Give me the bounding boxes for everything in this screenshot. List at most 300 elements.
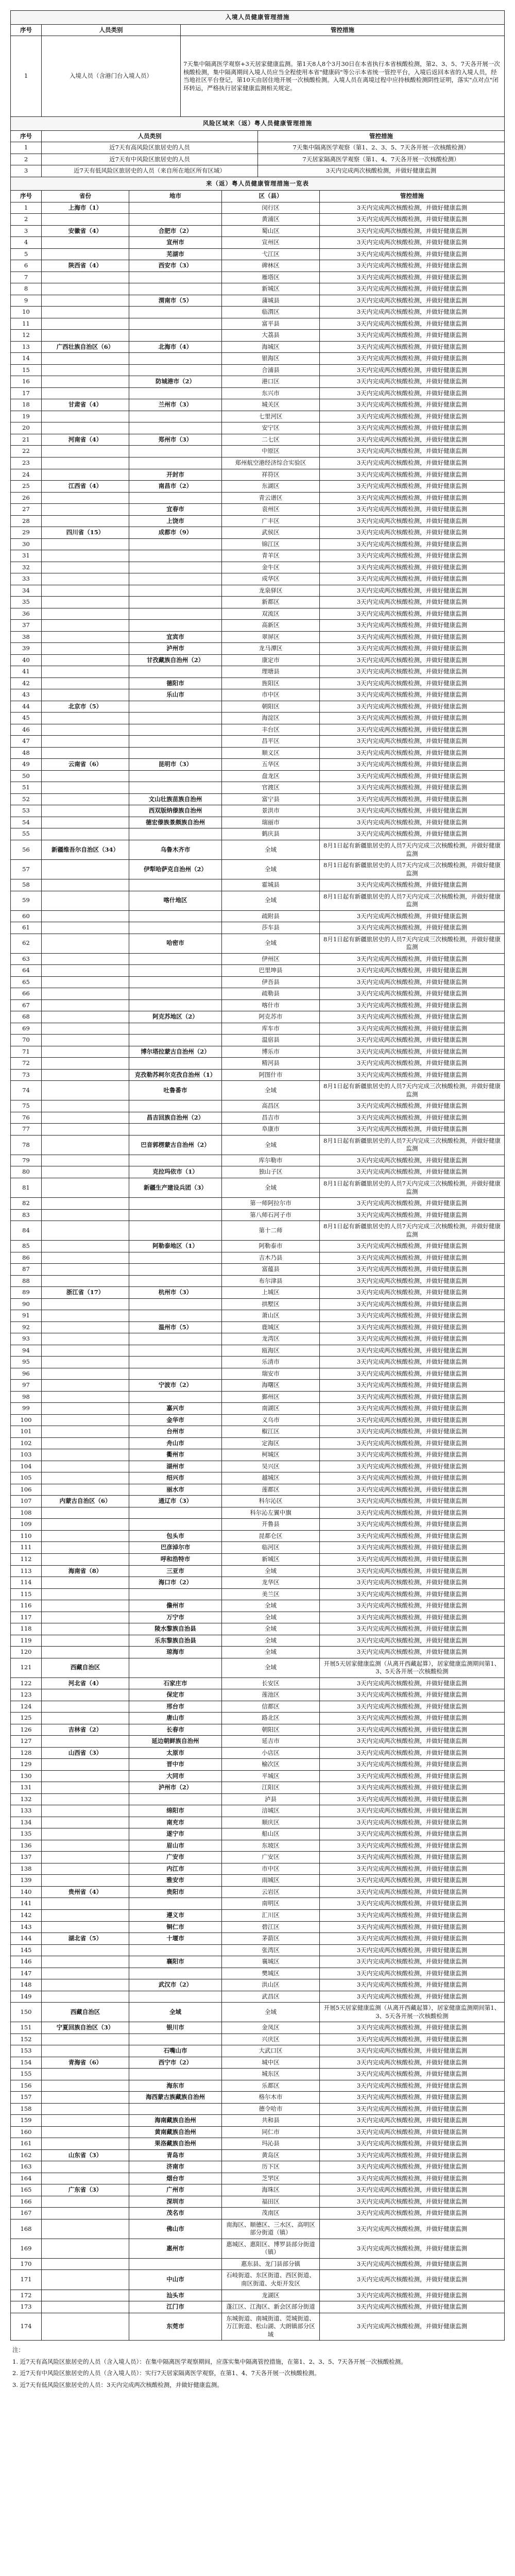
province-cell [42,1298,129,1310]
province-cell [42,422,129,434]
province-cell [42,1991,129,2003]
district-cell: 顺庆区 [222,1817,320,1828]
province-cell [42,504,129,516]
control-measure: 3天内完成两次核酸检测，并做好健康监测 [320,713,505,724]
table-row [11,353,505,365]
row-number: 82 [11,1198,42,1210]
province-cell [42,1805,129,1817]
control-measure: 3天内完成两次核酸检测，并做好健康监测 [320,434,505,446]
section-title: 来（返）粤人员健康管理措施一览表 [11,177,505,191]
city-cell: 西宁市（2） [129,2057,222,2069]
province-cell [42,1380,129,1392]
control-measure: 3天内完成两次核酸检测，并做好健康监测 [320,1333,505,1345]
district-cell: 城东区 [222,2069,320,2080]
table-row [11,817,505,828]
city-cell: 湖州市 [129,1461,222,1472]
table-row [11,922,505,934]
province-cell: 江西省（4） [42,481,129,493]
province-cell [42,1264,129,1276]
district-cell: 越城区 [222,1472,320,1484]
province-cell [42,1426,129,1438]
control-measure: 3天内完成两次核酸检测，并做好健康监测 [320,782,505,794]
control-measure: 3天内完成两次核酸检测，并做好健康监测 [320,1588,505,1600]
table-row [11,1437,505,1449]
row-number: 53 [11,805,42,817]
person-category: 近7天有中风险区旅居史的人员 [42,154,258,165]
district-cell: 莎车县 [222,922,320,934]
city-cell [129,1023,222,1035]
row-number: 132 [11,1793,42,1805]
province-cell [42,828,129,840]
province-cell [42,562,129,573]
city-cell: 金华市 [129,1414,222,1426]
control-measure: 3天内完成两次核酸检测，并做好健康监测 [320,1828,505,1840]
row-number: 167 [11,2208,42,2219]
district-cell: 港口区 [222,376,320,388]
person-category: 入境人员（含港门台入境人员） [42,36,181,117]
row-number: 135 [11,1828,42,1840]
city-cell [129,1155,222,1166]
city-cell: 巴音郭楞蒙古自治州（2） [129,1135,222,1155]
table-row [11,620,505,632]
control-measure: 3天内完成两次核酸检测，并做好健康监测 [320,677,505,689]
province-cell [42,643,129,655]
province-cell [42,988,129,1000]
control-measure: 3天内完成两次核酸检测，并做好健康监测 [320,1647,505,1658]
table-row [11,1793,505,1805]
row-number: 1 [11,36,42,117]
control-measure: 3天内完成两次核酸检测，并做好健康监测 [320,2173,505,2184]
row-number: 113 [11,1565,42,1577]
city-cell [129,1058,222,1070]
city-cell: 万宁市 [129,1612,222,1623]
district-cell: 共和县 [222,2115,320,2127]
table-row [11,1577,505,1589]
control-measure: 3天内完成两次核酸检测，并做好健康监测 [320,1886,505,1898]
control-measure: 3天内完成两次核酸检测，并做好健康监测 [320,2126,505,2138]
control-measure: 3天内完成两次核酸检测，并做好健康监测 [320,1264,505,1276]
district-cell: 泸县 [222,1793,320,1805]
row-number: 3 [11,225,42,237]
control-measure: 3天内完成两次核酸检测，并做好健康监测 [320,1011,505,1023]
control-measure: 3天内完成两次核酸检测，并做好健康监测 [320,1155,505,1166]
row-number: 69 [11,1023,42,1035]
district-cell: 新都区 [222,597,320,608]
province-cell: 山西省（3） [42,1747,129,1759]
city-cell: 阿克苏地区（2） [129,1011,222,1023]
row-number: 140 [11,1886,42,1898]
table-row [11,689,505,701]
district-cell: 全域 [222,1178,320,1197]
control-measure: 3天内完成两次核酸检测，并做好健康监测 [320,1298,505,1310]
row-number: 149 [11,1991,42,2003]
province-cell [42,318,129,330]
table-row [11,1081,505,1100]
province-cell [42,1840,129,1852]
province-cell: 贵州省（4） [42,1886,129,1898]
table-row [11,1840,505,1852]
district-cell: 阿图什市 [222,1069,320,1081]
row-number: 146 [11,1956,42,1968]
row-number: 165 [11,2184,42,2196]
district-cell: 景洪市 [222,805,320,817]
province-cell: 上海市（1） [42,202,129,214]
district-cell: 喀什市 [222,999,320,1011]
table-row [11,860,505,879]
control-measure: 3天内完成两次核酸检测，并做好健康监测 [320,608,505,620]
city-cell: 伊犁哈萨克自治州（2） [129,860,222,879]
city-cell: 德宏傣族景颇族自治州 [129,817,222,828]
row-number: 62 [11,934,42,953]
table-row [11,422,505,434]
table-row [11,1507,505,1519]
row-number: 11 [11,318,42,330]
table-row [11,1449,505,1461]
row-number: 38 [11,631,42,643]
control-measure: 8月1日起有新疆旅居史的人员7天内完成三次核酸检测，并做好健康监测 [320,1178,505,1197]
table-row [11,759,505,771]
city-cell: 合肥市（2） [129,225,222,237]
province-cell [42,860,129,879]
province-cell [42,538,129,550]
district-cell: 二七区 [222,434,320,446]
city-cell [129,953,222,965]
row-number: 100 [11,1414,42,1426]
city-cell [129,724,222,736]
row-number: 139 [11,1875,42,1887]
control-measure: 3天内完成两次核酸检测，并做好健康监测 [320,922,505,934]
table-row [11,643,505,655]
control-measure: 3天内完成两次核酸检测，并做好健康监测 [320,1345,505,1357]
table-row [11,677,505,689]
control-measure: 8月1日起有新疆旅居史的人员7天内完成三次核酸检测，并做好健康监测 [320,934,505,953]
control-measure: 3天内完成两次核酸检测，并做好健康监测 [320,770,505,782]
province-cell [42,1069,129,1081]
city-cell: 昆明市（3） [129,759,222,771]
city-cell [129,736,222,748]
district-cell: 榆次区 [222,1759,320,1771]
province-cell: 广东省（3） [42,2184,129,2196]
row-number: 163 [11,2161,42,2173]
control-measure: 8月1日起有新疆旅居史的人员7天内完成三次核酸检测，并做好健康监测 [320,1081,505,1100]
district-cell: 锦江区 [222,538,320,550]
row-number: 16 [11,376,42,388]
row-number: 143 [11,1921,42,1933]
control-measure: 3天内完成两次核酸检测，并做好健康监测 [320,2045,505,2057]
city-cell [129,330,222,342]
control-measure: 3天内完成两次核酸检测，并做好健康监测 [320,1198,505,1210]
district-cell: 市中区 [222,689,320,701]
district-cell: 精河县 [222,1058,320,1070]
note-item: 1. 近7天有高风险区旅居史的人员（含入境人员）：在集中隔离医学观察期间，应落实集中隔离管控措施，在第1、2、3、5、7天各开展一次核酸检测。 [12,2358,407,2365]
city-cell [129,353,222,365]
district-cell: 碑林区 [222,260,320,272]
table-row [11,1496,505,1507]
province-cell: 青海省（6） [42,2057,129,2069]
city-cell: 宁波市（2） [129,1380,222,1392]
table-row [11,1414,505,1426]
control-measure: 3天内完成两次核酸检测，并做好健康监测 [320,597,505,608]
district-cell: 乐都区 [222,2080,320,2092]
control-measure: 3天内完成两次核酸检测，并做好健康监测 [320,1069,505,1081]
control-measure: 3天内完成两次核酸检测，并做好健康监测 [320,1875,505,1887]
control-measure: 3天内完成两次核酸检测，并做好健康监测 [258,165,505,177]
city-cell: 烟台市 [129,2173,222,2184]
row-number: 153 [11,2045,42,2057]
province-cell [42,1391,129,1403]
table-row [11,1805,505,1817]
district-cell: 瑞丽市 [222,817,320,828]
control-measure: 3天内完成两次核酸检测，并做好健康监测 [320,2258,505,2270]
table-row [11,2208,505,2219]
city-cell [129,1252,222,1264]
district-cell: 信都区 [222,1701,320,1713]
row-number: 164 [11,2173,42,2184]
province-cell [42,1817,129,1828]
district-cell: 义乌市 [222,1414,320,1426]
city-cell [129,1357,222,1368]
city-cell: 济南市 [129,2161,222,2173]
city-cell: 郑州市（3） [129,434,222,446]
district-cell: 博乐市 [222,1046,320,1058]
province-cell [42,387,129,399]
row-number: 137 [11,1852,42,1863]
section-title: 风险区域来（返）粤人员健康管理措施 [11,117,505,131]
province-cell [42,1135,129,1155]
city-cell: 江门市 [129,2301,222,2313]
row-number: 71 [11,1046,42,1058]
city-cell [129,1221,222,1241]
province-cell [42,1736,129,1748]
city-cell: 南昌市（2） [129,481,222,493]
city-cell: 佛山市 [129,2219,222,2239]
table-row [11,1124,505,1136]
control-measure: 7天集中隔离医学观察+3天居家健康监测。第1天8人8个3月30日在本省执行本省核酸检测，第2、3、5、7天各开展一次核酸检测，集中隔离期间入境人员应当全程使用本省"健康码"等公示本省统一管控平台，入境后返回本省的入境人员，经当地社区平台登记，第10天由居住地开展一次核酸检测。入境人员在离境过程中应持核酸检测阴性证明，落实"点对点"闭环转运，严格执行居家健康监测相关规定。 [181,36,505,117]
province-cell [42,654,129,666]
control-measure: 3天内完成两次核酸检测，并做好健康监测 [320,1805,505,1817]
city-cell [129,1310,222,1322]
control-measure: 3天内完成两次核酸检测，并做好健康监测 [320,2208,505,2219]
table-row [11,376,505,388]
province-cell [42,965,129,977]
control-measure: 3天内完成两次核酸检测，并做好健康监测 [320,457,505,469]
province-cell [42,2138,129,2150]
table-row [11,1530,505,1542]
control-measure: 3天内完成两次核酸检测，并做好健康监测 [320,689,505,701]
city-cell: 武汉市（2） [129,1979,222,1991]
city-cell: 遵义市 [129,1909,222,1921]
control-measure: 3天内完成两次核酸检测，并做好健康监测 [320,237,505,249]
city-cell [129,1100,222,1112]
row-number: 59 [11,891,42,910]
control-measure: 3天内完成两次核酸检测，并做好健康监测 [320,1449,505,1461]
table-row [11,330,505,342]
district-cell: 莲都区 [222,1484,320,1496]
province-cell [42,1461,129,1472]
province-cell [42,817,129,828]
district-cell: 全域 [222,1081,320,1100]
province-cell [42,1944,129,1956]
control-measure: 3天内完成两次核酸检测，并做好健康监测 [320,2069,505,2080]
province-cell [42,1449,129,1461]
row-number: 3 [11,165,42,177]
control-measure: 3天内完成两次核酸检测，并做好健康监测 [320,2115,505,2127]
row-number: 101 [11,1426,42,1438]
province-cell [42,608,129,620]
control-measure: 3天内完成两次核酸检测，并做好健康监测 [320,1507,505,1519]
city-cell [129,1898,222,1910]
district-cell: 东兴市 [222,387,320,399]
row-number: 2 [11,214,42,226]
district-cell: 东坡区 [222,1840,320,1852]
province-cell [42,1368,129,1380]
table-row [11,2057,505,2069]
control-measure: 8月1日起有新疆旅居史的人员7天内完成三次核酸检测，并做好健康监测 [320,891,505,910]
district-cell: 宣州区 [222,237,320,249]
control-measure: 7天居家隔离医学观察（第1、4、7天各开展一次核酸检测） [258,154,505,165]
section-title: 入境人员健康管理措施 [11,11,505,25]
district-cell: 张湾区 [222,1944,320,1956]
city-cell [129,307,222,318]
district-cell: 郑州航空港经济综合实验区 [222,457,320,469]
district-cell: 龙湖区 [222,2290,320,2301]
district-cell: 龙泉驿区 [222,585,320,597]
table-row [11,283,505,295]
district-cell: 德令哈市 [222,2103,320,2115]
row-number: 117 [11,1612,42,1623]
city-cell [129,2033,222,2045]
province-cell [42,689,129,701]
city-cell: 茂名市 [129,2208,222,2219]
table-row [11,341,505,353]
province-cell [42,1588,129,1600]
city-cell [129,1588,222,1600]
table-row [11,1155,505,1166]
row-number: 130 [11,1770,42,1782]
city-cell: 甘孜藏族自治州（2） [129,654,222,666]
row-number: 29 [11,527,42,539]
province-cell: 西藏自治区 [42,1658,129,1677]
table-row [11,1875,505,1887]
control-measure: 3天内完成两次核酸检测，并做好健康监测 [320,1713,505,1724]
district-cell: 富蕴县 [222,1264,320,1276]
city-cell: 内江市 [129,1863,222,1875]
province-cell [42,1519,129,1531]
district-cell: 格尔木市 [222,2092,320,2104]
city-cell [129,1333,222,1345]
district-cell: 全域 [222,1623,320,1635]
city-cell [129,922,222,934]
table-row [11,910,505,922]
province-cell [42,747,129,759]
province-cell [42,1414,129,1426]
city-cell [129,2069,222,2080]
control-measure: 3天内完成两次核酸检测，并做好健康监测 [320,724,505,736]
control-measure: 3天内完成两次核酸检测，并做好健康监测 [320,1770,505,1782]
table-row [11,1956,505,1968]
district-cell: 南明区 [222,1898,320,1910]
province-cell [42,1689,129,1701]
city-cell [129,782,222,794]
city-cell [129,1368,222,1380]
district-cell: 城中区 [222,2057,320,2069]
district-cell: 全域 [222,1135,320,1155]
table-row [11,1612,505,1623]
table-row [11,562,505,573]
province-cell [42,1759,129,1771]
city-cell: 上饶市 [129,515,222,527]
control-measure: 3天内完成两次核酸检测，并做好健康监测 [320,515,505,527]
province-cell [42,1484,129,1496]
province-cell [42,2219,129,2239]
table-row [11,214,505,226]
province-cell [42,2196,129,2208]
row-number: 12 [11,330,42,342]
province-cell: 山东省（3） [42,2149,129,2161]
row-number: 105 [11,1472,42,1484]
row-number: 111 [11,1542,42,1554]
city-cell: 昌吉回族自治州（2） [129,1112,222,1124]
province-cell [42,1046,129,1058]
province-cell [42,1956,129,1968]
control-measure: 3天内完成两次核酸检测，并做好健康监测 [320,759,505,771]
row-number: 18 [11,399,42,411]
table-row [11,2196,505,2208]
city-cell: 海口市（2） [129,1577,222,1589]
table-row [11,2184,505,2196]
table-row [11,2301,505,2313]
row-number: 123 [11,1689,42,1701]
table-row [11,988,505,1000]
city-cell: 吐鲁番市 [129,1081,222,1100]
province-cell [42,1345,129,1357]
row-number: 102 [11,1437,42,1449]
row-number: 134 [11,1817,42,1828]
table-row [11,1759,505,1771]
row-number: 96 [11,1368,42,1380]
control-measure: 3天内完成两次核酸检测，并做好健康监测 [320,295,505,307]
row-number: 1 [11,142,42,154]
row-number: 81 [11,1178,42,1197]
district-cell: 全域 [222,840,320,860]
row-number: 54 [11,817,42,828]
city-cell: 海南藏族自治州 [129,2115,222,2127]
control-measure: 7天集中隔离医学观察（第1、2、3、5、7天各开展一次核酸检测） [258,142,505,154]
table-row [11,260,505,272]
row-number: 50 [11,770,42,782]
district-cell: 惠城区、惠阳区、博罗县部分街道（镇） [222,2239,320,2258]
control-measure: 3天内完成两次核酸检测，并做好健康监测 [320,1112,505,1124]
city-cell [129,879,222,891]
table-row [11,36,505,117]
province-cell [42,376,129,388]
control-measure: 3天内完成两次核酸检测，并做好健康监测 [320,817,505,828]
district-cell: 东湖区 [222,481,320,493]
row-number: 95 [11,1357,42,1368]
control-measure: 3天内完成两次核酸检测，并做好健康监测 [320,504,505,516]
table-row [11,469,505,481]
row-number: 142 [11,1909,42,1921]
district-cell: 合浦县 [222,364,320,376]
district-cell: 龙华区 [222,1577,320,1589]
control-measure: 3天内完成两次核酸检测，并做好健康监测 [320,1817,505,1828]
district-cell: 第十二师 [222,1221,320,1241]
district-cell: 路北区 [222,1713,320,1724]
row-number: 83 [11,1209,42,1221]
table-row [11,1403,505,1415]
control-measure: 3天内完成两次核酸检测，并做好健康监测 [320,585,505,597]
province-cell [42,2092,129,2104]
